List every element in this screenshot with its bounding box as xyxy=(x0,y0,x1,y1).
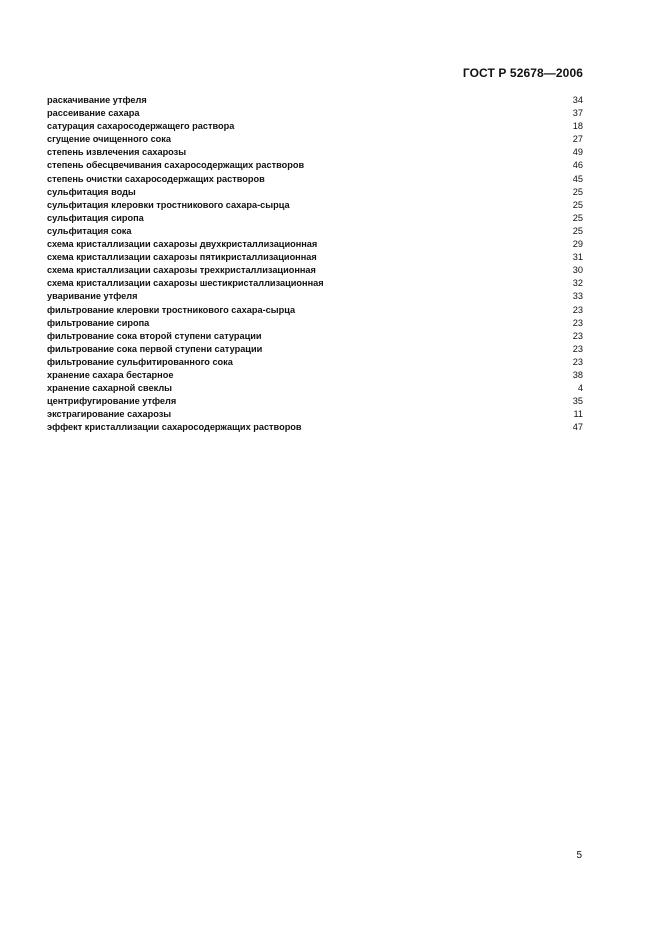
index-term: хранение сахара бестарное xyxy=(47,369,174,380)
index-entry xyxy=(47,146,583,159)
index-entry xyxy=(47,304,583,317)
index-page-ref: 31 xyxy=(572,252,583,263)
index-page-ref: 23 xyxy=(572,317,583,328)
index-entry xyxy=(47,290,583,303)
index-term: сульфитация сока xyxy=(47,225,132,236)
index-term: центрифугирование утфеля xyxy=(47,396,177,407)
index-page-ref: 32 xyxy=(572,278,583,289)
index-page-ref: 35 xyxy=(572,396,583,407)
index-page-ref: 18 xyxy=(572,121,583,132)
index-entry xyxy=(47,225,583,238)
index-entry xyxy=(47,173,583,186)
index-page-ref: 11 xyxy=(573,409,583,420)
index-entry xyxy=(47,395,583,408)
index-entry xyxy=(47,317,583,330)
index-term: сатурация сахаросодержащего раствора xyxy=(47,121,235,132)
index-page-ref: 45 xyxy=(572,173,583,184)
index-term: хранение сахарной свеклы xyxy=(47,383,173,394)
index-entry xyxy=(47,212,583,225)
index-term: схема кристаллизации сахарозы шестикристаллизационная xyxy=(47,278,324,289)
index-term: степень извлечения сахарозы xyxy=(47,147,187,158)
index-entry xyxy=(47,356,583,369)
index-entry xyxy=(47,120,583,133)
index-entry xyxy=(47,238,583,251)
index-term: фильтрование сульфитированного сока xyxy=(47,356,233,367)
standard-header: ГОСТ Р 52678—2006 xyxy=(462,66,583,80)
index-entry xyxy=(47,107,583,120)
index-term: рассеивание сахара xyxy=(47,108,140,119)
index-page-ref: 37 xyxy=(572,108,583,119)
index-page-ref: 4 xyxy=(577,383,583,394)
index-entry xyxy=(47,94,583,107)
index-entry xyxy=(47,277,583,290)
index-entry xyxy=(47,133,583,146)
index-term: сгущение очищенного сока xyxy=(47,134,172,145)
page-number: 5 xyxy=(576,850,582,861)
index-entry xyxy=(47,369,583,382)
index-term: уваривание утфеля xyxy=(47,291,138,302)
index-page-ref: 25 xyxy=(572,212,583,223)
index-term: схема кристаллизации сахарозы двухкристаллизационная xyxy=(47,239,318,250)
index-entry xyxy=(47,199,583,212)
index-entry xyxy=(47,382,583,395)
index-page-ref: 23 xyxy=(572,304,583,315)
index-page-ref: 23 xyxy=(572,356,583,367)
index-page-ref: 29 xyxy=(572,239,583,250)
index-term: раскачивание утфеля xyxy=(47,95,147,105)
index-page-ref: 25 xyxy=(572,225,583,236)
index-term: эффект кристаллизации сахаросодержащих растворов xyxy=(47,422,302,433)
index-page-ref: 23 xyxy=(572,330,583,341)
index-term: сульфитация воды xyxy=(47,186,136,197)
index-page-ref: 25 xyxy=(572,186,583,197)
index-term: степень обесцвечивания сахаросодержащих растворов xyxy=(47,160,305,171)
index-page-ref: 46 xyxy=(572,160,583,171)
index-page-ref: 33 xyxy=(572,291,583,302)
index-entry xyxy=(47,421,583,434)
index-term: схема кристаллизации сахарозы пятикристаллизационная xyxy=(47,252,317,263)
index-term: фильтрование клеровки тростникового сахара-сырца xyxy=(47,304,296,315)
index-page-ref: 27 xyxy=(572,134,583,145)
index-entry xyxy=(47,343,583,356)
index-entry xyxy=(47,264,583,277)
index-page-ref: 38 xyxy=(572,369,583,380)
index-entry xyxy=(47,330,583,343)
index-entry xyxy=(47,186,583,199)
index-term: фильтрование сока второй ступени сатурации xyxy=(47,330,262,341)
index-term: экстрагирование сахарозы xyxy=(47,409,172,420)
index-term: сульфитация сиропа xyxy=(47,212,144,223)
index-page-ref: 49 xyxy=(572,147,583,158)
index-page-ref: 34 xyxy=(572,95,583,105)
index-entry xyxy=(47,408,583,421)
index-entry xyxy=(47,159,583,172)
index-term: сульфитация клеровки тростникового сахара-сырца xyxy=(47,199,290,210)
index-entry xyxy=(47,251,583,264)
index-term: фильтрование сока первой ступени сатурации xyxy=(47,343,263,354)
index-term: степень очистки сахаросодержащих растворов xyxy=(47,173,265,184)
index-term: фильтрование сиропа xyxy=(47,317,150,328)
index-page-ref: 25 xyxy=(572,199,583,210)
index-page-ref: 30 xyxy=(572,265,583,276)
index-page-ref: 23 xyxy=(572,343,583,354)
index-page-ref: 47 xyxy=(572,422,583,433)
alphabetical-index xyxy=(47,94,583,434)
index-term: схема кристаллизации сахарозы трехкристаллизационная xyxy=(47,265,316,276)
